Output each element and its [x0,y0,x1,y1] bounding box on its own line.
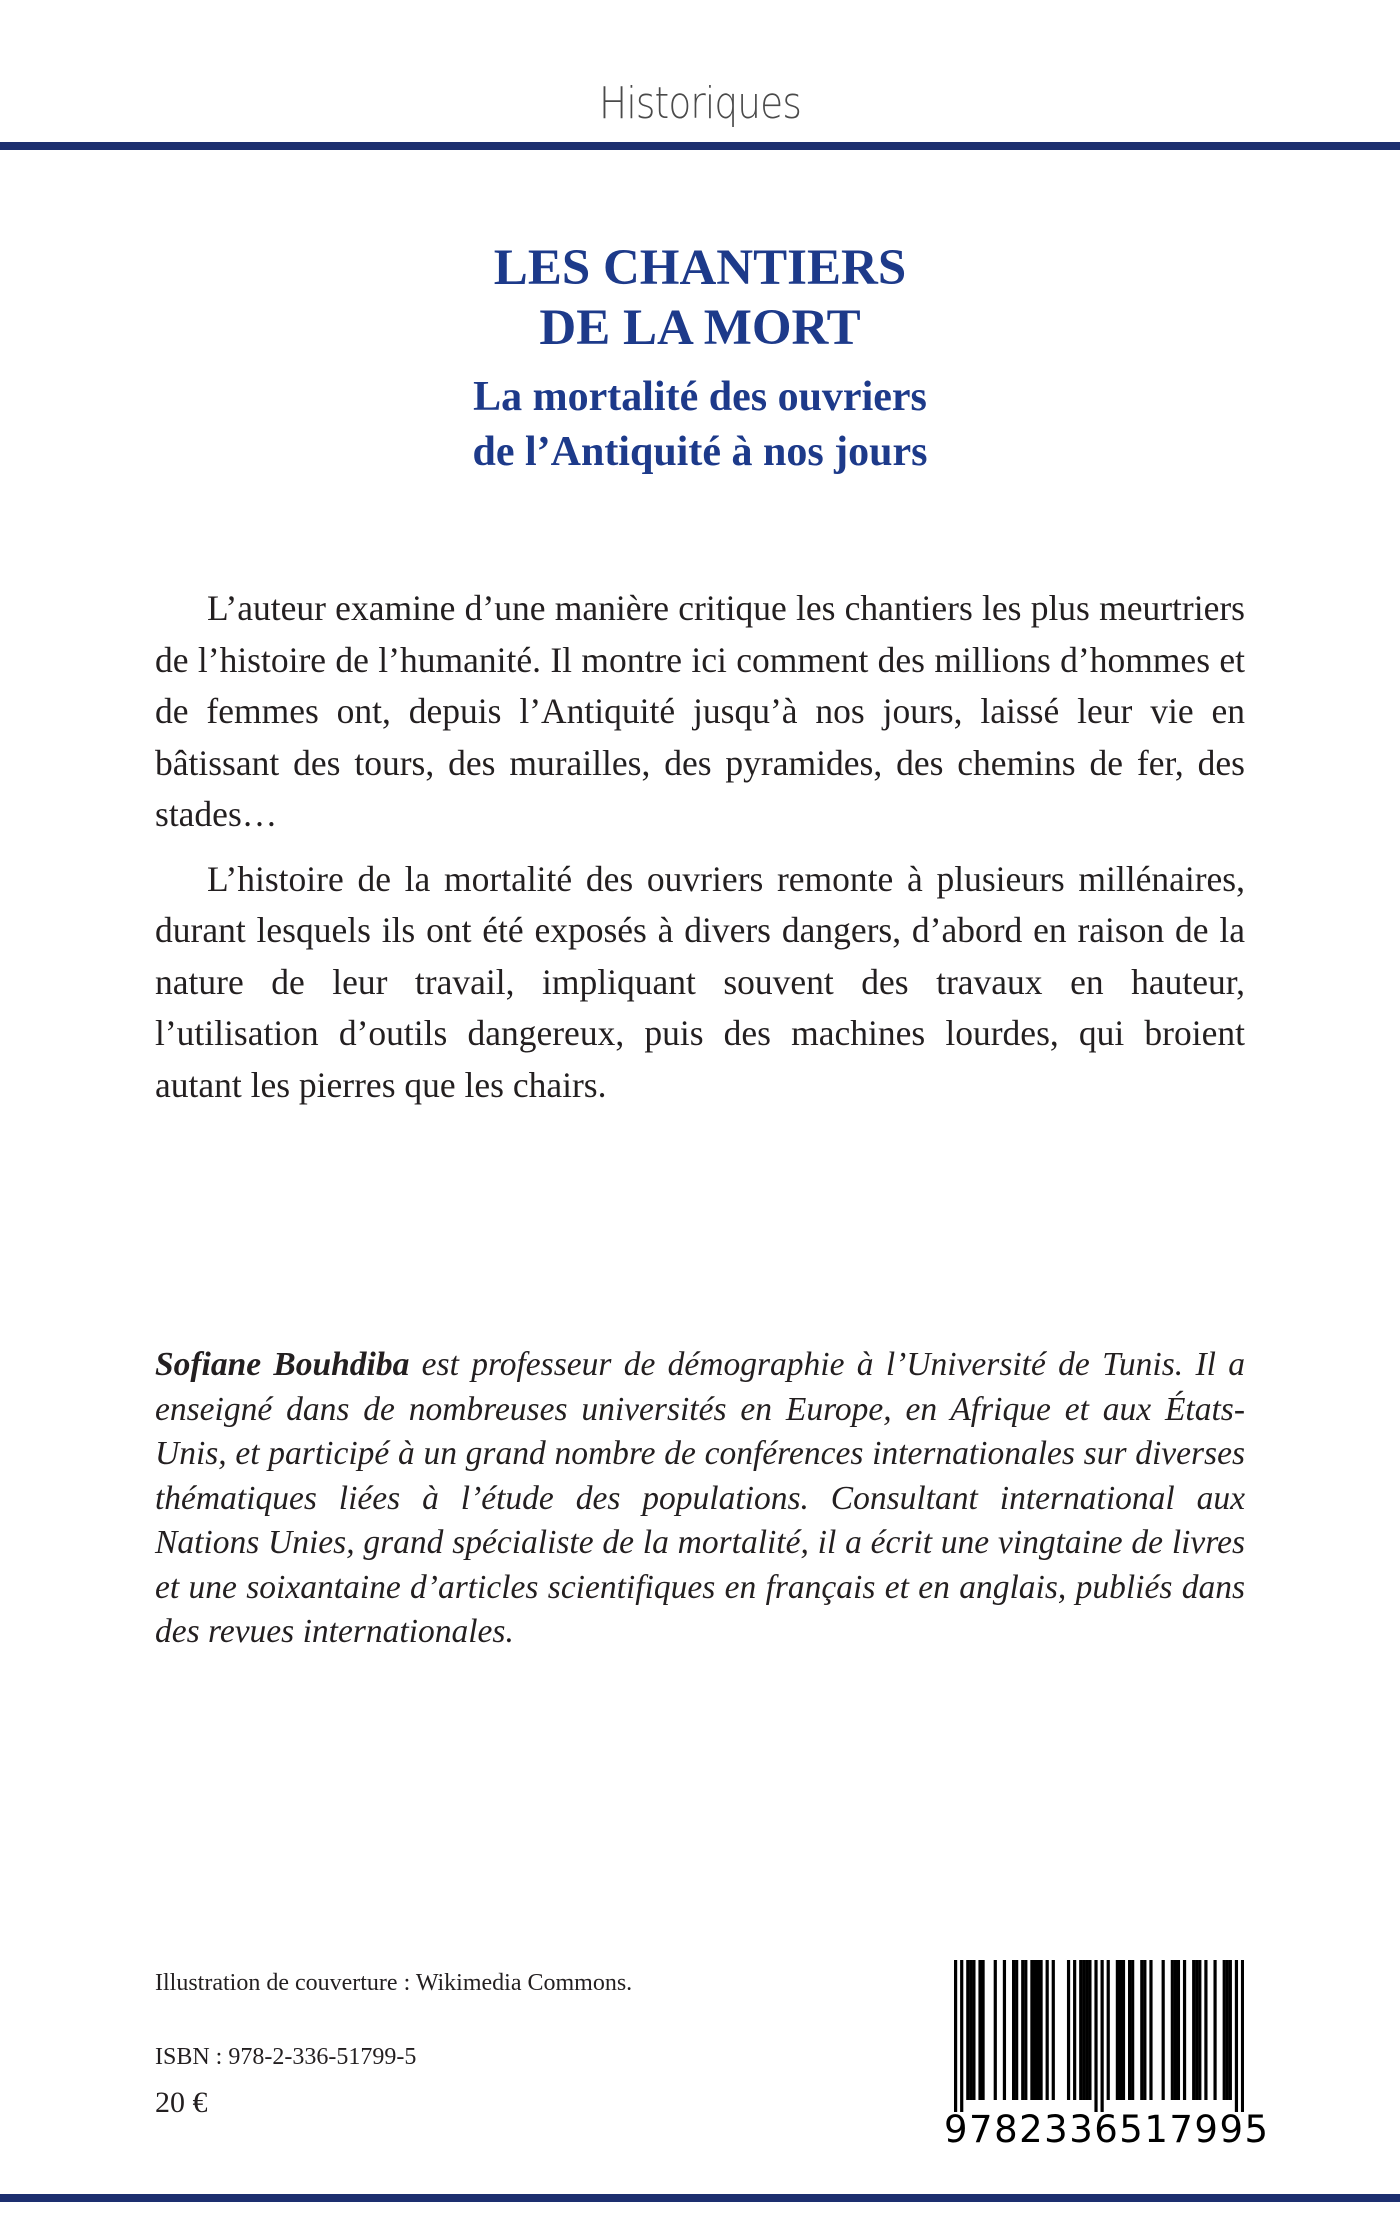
barcode-bar [1128,1960,1131,2100]
price: 20 € [155,2086,208,2119]
barcode-bar [966,1960,969,2100]
book-title [400,238,1000,358]
description [155,583,1245,1124]
barcode-bar [972,1960,975,2100]
barcode-bar [1079,1960,1082,2100]
barcode-bar [1213,1960,1216,2100]
author-bio-paragraph [155,1343,1245,1655]
subtitle-line-2: de l’Antiquité à nos jours [472,429,928,475]
barcode-bar [1183,1960,1186,2100]
barcode-bar [1241,1960,1244,2112]
barcode-bar [978,1960,981,2100]
barcode-bars [954,1960,1244,2112]
barcode-bar [1067,1960,1070,2100]
barcode-bar [1192,1960,1195,2100]
barcode-bar [1162,1960,1165,2100]
barcode-bar [1229,1960,1232,2100]
barcode-bar [1140,1960,1143,2100]
barcode-bar [1174,1960,1177,2100]
barcode-bar [1204,1960,1207,2100]
barcode-bar [981,1960,984,2100]
barcode-bar [1122,1960,1125,2100]
barcode-bar [1131,1960,1134,2100]
barcode-bar [954,1960,957,2112]
barcode-bar [1235,1960,1238,2112]
barcode-bar [1226,1960,1229,2100]
author-bio [155,1343,1245,1655]
illustration-credit: Illustration de couverture : Wikimedia Commons. [155,1970,633,1996]
barcode-bar [1082,1960,1085,2100]
barcode-bar [1030,1960,1033,2100]
barcode-bar [1052,1960,1055,2100]
top-rule [0,142,1400,150]
barcode-bar [1024,1960,1027,2100]
barcode-bar [1015,1960,1018,2100]
title-line-2: DE LA MORT [539,300,861,356]
barcode-digits: 9782336517995 [944,2108,1270,2151]
barcode-bar [994,1960,997,2100]
title-line-1: LES CHANTIERS [493,240,907,296]
barcode-bar [1116,1960,1119,2100]
barcode-bar [1198,1960,1201,2100]
book-subtitle [400,370,1000,480]
barcode-bar [1012,1960,1015,2100]
isbn: ISBN : 978-2-336-51799-5 [155,2044,417,2070]
barcode-bar [1195,1960,1198,2100]
description-paragraph-1: L’auteur examine d’une manière critique les chantiers les plus meurtriers de l’histoire de l’humanité. Il montre ici comment des millions d’hommes et de femmes ont, depuis l’Antiquité jusqu’à nos jours, laissé leur vie en bâtissant des tours, des murailles, des pyramides, des chemins de fer, des stades… [155,588,1245,834]
barcode-bar [1039,1960,1042,2100]
barcode-bar [1149,1960,1152,2100]
barcode-bar [1073,1960,1076,2100]
barcode-bar [1107,1960,1110,2100]
series-name: Historiques [599,78,801,129]
isbn-barcode [944,1960,1270,2160]
barcode-bar [1143,1960,1146,2100]
barcode-bar [1033,1960,1036,2100]
bottom-rule [0,2194,1400,2202]
barcode-bar [1046,1960,1049,2100]
barcode-bar [960,1960,963,2112]
barcode-bar [1223,1960,1226,2100]
barcode-bar [1003,1960,1006,2100]
author-bio-text: est professeur de démographie à l’Université de Tunis. Il a enseigné dans de nombreuses universités en Europe, en Afrique et aux États-Unis, et participé à un grand nombre de conférences internationales sur diverses thématiques liées à l’étude des populations. Consultant international aux Nations Unies, grand spécialiste de la mortalité, il a écrit une vingtaine de livres et une soixantaine d’articles scientifiques en français et en anglais, publiés dans des revues internationales. [155,1346,1245,1650]
description-paragraph-2: L’histoire de la mortalité des ouvriers remonte à plusieurs millénaires, durant lesquels ils ont été exposés à divers dangers, d’abord en raison de la nature de leur travail, impliquant souvent des travaux en hauteur, l’utilisation d’outils dangereux, puis des machines lourdes, qui broient autant les pierres que les chairs. [155,858,1245,1105]
barcode-bar [1171,1960,1174,2100]
barcode-bar [1101,1960,1104,2112]
subtitle-line-1: La mortalité des ouvriers [473,374,927,420]
barcode-bar [1094,1960,1097,2112]
barcode-bar [969,1960,972,2100]
author-name: Sofiane Bouhdiba [155,1346,410,1383]
barcode-bar [1119,1960,1122,2100]
barcode-bar [1088,1960,1091,2100]
barcode-bar [1177,1960,1180,2100]
barcode-bar [1021,1960,1024,2100]
title-block [400,238,1000,480]
barcode-bar [1036,1960,1039,2100]
barcode-bar [1085,1960,1088,2100]
